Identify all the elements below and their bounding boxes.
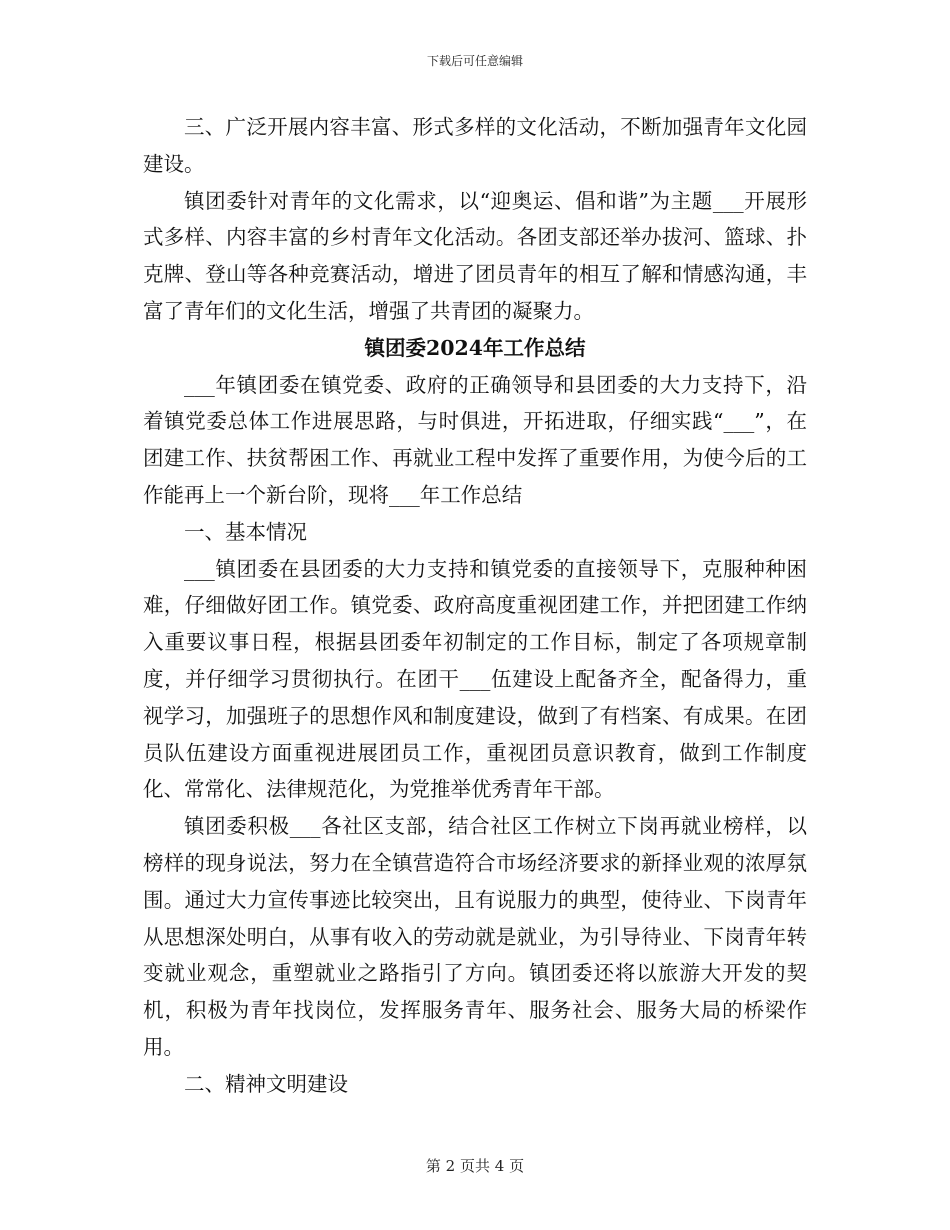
paragraph-reemployment: 镇团委积极___各社区支部，结合社区工作树立下岗再就业榜样，以榜样的现身说法，努力在全镇营造符合市场经济要求的新择业观的浓厚氛围。通过大力宣传事迹比较突出，且有说服力的典型，使待业、下岗青年从思想深处明白，从事有收入的劳动就是就业，为引导待业、下岗青年转变就业观念，重塑就业之路指引了方向。镇团委还将以旅游大开发的契机，积极为青年找岗位，发挥服务青年、服务社会、服务大局的桥梁作用。 [143, 814, 807, 1059]
section-heading-spiritual-civilization: 二、精神文明建设 [184, 1071, 348, 1096]
paragraph-culture-needs: 镇团委针对青年的文化需求，以“迎奥运、倡和谐”为主题___开展形式多样、内容丰富的乡村青年文化活动。各团支部还举办拔河、篮球、扑克牌、登山等各种竞赛活动，增进了团员青年的相互了解和情感沟通，丰富了青年们的文化生活，增强了共青团的凝聚力。 [143, 188, 807, 323]
paragraph-intro: ___年镇团委在镇党委、政府的正确领导和县团委的大力支持下，沿着镇党委总体工作进展思路，与时俱进，开拓进取，仔细实践“___”，在团建工作、扶贫帮困工作、再就业工程中发挥了重要作用，为使今后的工作能再上一个新台阶，现将___年工作总结 [143, 372, 807, 507]
document-body [143, 109, 807, 1103]
paragraph-culture-activities: 三、广泛开展内容丰富、形式多样的文化活动，不断加强青年文化园建设。 [143, 115, 807, 176]
page-footer: 第 2 页共 4 页 [425, 1157, 525, 1175]
section-heading-basic-situation: 一、基本情况 [184, 519, 307, 544]
paragraph-basic-situation: ___镇团委在县团委的大力支持和镇党委的直接领导下，克服种种困难，仔细做好团工作。镇党委、政府高度重视团建工作，并把团建工作纳入重要议事日程，根据县团委年初制定的工作目标，制定了各项规章制度，并仔细学习贯彻执行。在团干___伍建设上配备齐全，配备得力，重视学习，加强班子的思想作风和制度建设，做到了有档案、有成果。在团员队伍建设方面重视进展团员工作，重视团员意识教育，做到工作制度化、常常化、法律规范化，为党推举优秀青年干部。 [143, 556, 807, 802]
document-title: 镇团委2024年工作总结 [364, 335, 586, 360]
page-header: 下载后可任意编辑 [426, 54, 523, 68]
